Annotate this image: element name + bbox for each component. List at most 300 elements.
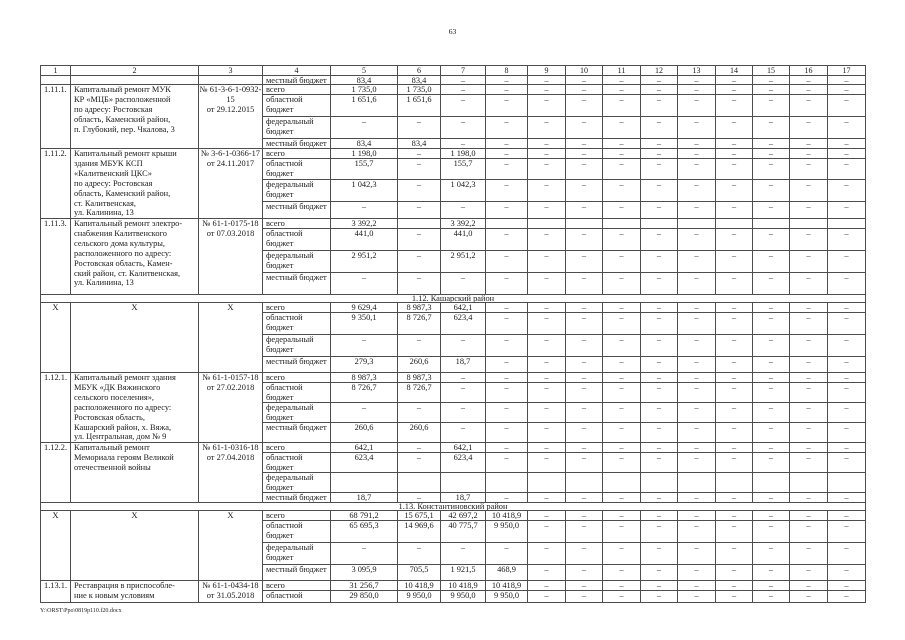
value-cell: – [440,201,486,219]
value-cell: – [677,372,716,383]
value-cell: – [440,422,486,443]
value-cell: – [677,201,716,219]
value-cell: 8 726,7 [397,382,441,403]
value-cell: – [789,452,828,473]
item-name: Капитальный ремонт здания МБУК «ДК Вяжинского сельского поселения», расположенного по адресу: Ростовская область, Кашарский район, х. Вяжа, ул. Центральная, дом № 9 [70,372,199,443]
value-cell [527,472,566,493]
budget-label: областной бюджет [262,312,331,335]
value-cell: – [485,402,528,423]
value-cell: – [565,158,603,180]
value-cell: – [752,158,790,180]
value-cell: – [640,228,678,251]
value-cell: – [440,334,486,357]
value-cell: – [715,580,753,591]
value-cell: – [715,372,753,383]
page-number: 63 [448,27,457,36]
value-cell: – [485,356,528,373]
value-cell: – [527,356,566,373]
budget-label: местный бюджет [262,422,331,443]
value-cell: – [527,158,566,180]
value-cell: 42 697,2 [440,510,486,521]
value-cell: – [527,542,566,565]
value-cell: – [827,590,866,603]
value-cell: – [677,590,716,603]
value-cell: – [677,148,716,159]
value-cell: – [715,312,753,335]
value-cell: – [527,334,566,357]
value-cell: 40 775,7 [440,520,486,543]
value-cell: – [485,492,528,503]
value-cell: – [827,148,866,159]
value-cell: – [752,138,790,149]
value-cell: – [640,452,678,473]
value-cell: 441,0 [440,228,486,251]
value-cell: – [677,580,716,591]
value-cell: – [789,542,828,565]
value-cell: – [677,356,716,373]
value-cell: – [565,564,603,581]
value-cell: – [789,422,828,443]
value-cell: – [485,542,528,565]
value-cell: – [827,312,866,335]
value-cell: 1 042,3 [330,179,398,202]
value-cell: 3 095,9 [330,564,398,581]
value-cell: – [440,138,486,149]
value-cell: – [602,250,641,273]
value-cell: – [527,422,566,443]
value-cell: – [677,334,716,357]
budget-label: всего [262,302,331,313]
value-cell [602,472,641,493]
value-cell: 1 735,0 [397,84,441,95]
value-cell [485,472,528,493]
value-cell: – [789,138,828,149]
value-cell: – [565,228,603,251]
value-cell: – [789,356,828,373]
budget-label: всего [262,442,331,453]
value-cell: – [827,272,866,295]
value-cell: – [827,510,866,521]
value-cell: – [677,564,716,581]
value-cell [330,472,398,493]
value-cell: – [789,179,828,202]
value-cell: – [715,201,753,219]
value-cell: – [330,201,398,219]
value-cell: 9 950,0 [397,590,441,603]
value-cell: – [602,590,641,603]
budget-label: федеральный бюджет [262,542,331,565]
value-cell: – [565,334,603,357]
value-cell: 83,4 [397,138,441,149]
value-cell: – [715,272,753,295]
item-name: Капитальный ремонт Мемориала героям Великой отечественной войны [70,442,199,503]
budget-label: областной бюджет [262,382,331,403]
value-cell: – [565,312,603,335]
value-cell: – [640,382,678,403]
value-cell [789,472,828,493]
value-cell: – [640,590,678,603]
value-cell: – [789,590,828,603]
value-cell: – [440,542,486,565]
value-cell: – [827,492,866,503]
value-cell: 441,0 [330,228,398,251]
value-cell: – [485,148,528,159]
cross-mark: X [70,302,199,373]
value-cell: 18,7 [440,356,486,373]
value-cell: – [715,510,753,521]
value-cell: – [677,510,716,521]
value-cell: – [715,250,753,273]
value-cell: 1 198,0 [330,148,398,159]
value-cell: – [565,422,603,443]
value-cell: – [677,542,716,565]
value-cell: – [330,334,398,357]
value-cell: – [485,84,528,95]
value-cell: – [485,272,528,295]
value-cell: – [565,356,603,373]
value-cell: – [640,442,678,453]
value-cell: – [602,422,641,443]
value-cell: – [527,452,566,473]
item-name: Капитальный ремонт электро- снабжения Калитвенского сельского дома культуры, расположенного по адресу: Ростовская область, Камен- ский район, ст. Калитвенская, ул. Калинина, 13 [70,218,199,295]
value-cell: – [527,116,566,139]
value-cell: – [789,250,828,273]
value-cell: 1 651,6 [397,94,441,117]
value-cell: – [752,356,790,373]
value-cell: – [602,382,641,403]
value-cell: – [752,580,790,591]
value-cell: – [827,580,866,591]
value-cell: – [677,94,716,117]
value-cell: – [440,116,486,139]
value-cell: – [485,94,528,117]
value-cell: 279,3 [330,356,398,373]
value-cell: – [827,402,866,423]
value-cell: – [827,520,866,543]
value-cell: – [527,312,566,335]
value-cell: – [715,116,753,139]
value-cell: 642,1 [330,442,398,453]
budget-label: федеральный бюджет [262,116,331,139]
value-cell: 8 987,3 [397,372,441,383]
value-cell: – [715,94,753,117]
budget-label: местный бюджет [262,201,331,219]
value-cell: – [789,228,828,251]
value-cell: – [485,442,528,453]
value-cell: – [827,356,866,373]
value-cell: – [715,138,753,149]
value-cell: – [752,312,790,335]
column-number: 2 [70,65,199,76]
value-cell: – [677,382,716,403]
value-cell: – [527,402,566,423]
value-cell: – [640,75,678,85]
value-cell: – [640,334,678,357]
value-cell: – [485,179,528,202]
value-cell: – [677,442,716,453]
value-cell: 8 987,3 [397,302,441,313]
value-cell: – [485,75,528,85]
value-cell: – [715,382,753,403]
value-cell: – [789,84,828,95]
row-code: 1.12.1. [40,372,71,443]
budget-label: областной бюджет [262,158,331,180]
value-cell: – [565,402,603,423]
value-cell: – [527,372,566,383]
value-cell: – [789,492,828,503]
value-cell: 623,4 [330,452,398,473]
value-cell: 705,5 [397,564,441,581]
value-cell: – [602,75,641,85]
value-cell: – [640,158,678,180]
value-cell: 8 987,3 [330,372,398,383]
value-cell: – [565,520,603,543]
value-cell: – [827,179,866,202]
budget-label: областной бюджет [262,520,331,543]
value-cell [827,472,866,493]
value-cell: – [752,228,790,251]
value-cell: – [677,116,716,139]
value-cell: – [640,492,678,503]
section-title: 1.12. Кашарский район [40,294,866,303]
value-cell: – [640,201,678,219]
row-code: 1.11.1. [40,84,71,149]
value-cell: – [752,422,790,443]
value-cell: 8 726,7 [330,382,398,403]
value-cell [397,472,441,493]
value-cell: – [715,75,753,85]
item-name: Капитальный ремонт МУК КР «МЦБ» расположенной по адресу: Ростовская область, Каменский район, п. Глубокий, пер. Чкалова, 3 [70,84,199,149]
value-cell [677,472,716,493]
value-cell: 83,4 [330,138,398,149]
value-cell: – [527,228,566,251]
value-cell: – [715,442,753,453]
value-cell [752,472,790,493]
value-cell: – [789,372,828,383]
document-ref: № 61-1-0316-18 от 27.04.2018 [198,442,263,503]
column-number: 10 [565,65,603,76]
value-cell: – [485,228,528,251]
value-cell: – [330,272,398,295]
value-cell: – [789,382,828,403]
row-code: 1.11.3. [40,218,71,295]
section-title: 1.13. Константиновский район [40,502,866,511]
value-cell: – [677,228,716,251]
value-cell: – [789,564,828,581]
value-cell: 8 726,7 [397,312,441,335]
column-number: 3 [198,65,263,76]
budget-label: областной бюджет [262,228,331,251]
value-cell: – [602,334,641,357]
value-cell: – [565,201,603,219]
value-cell: – [527,250,566,273]
value-cell: – [602,302,641,313]
value-cell: – [485,382,528,403]
value-cell: 83,4 [397,75,441,85]
value-cell: – [440,272,486,295]
value-cell: – [397,148,441,159]
value-cell: – [827,138,866,149]
value-cell: – [752,75,790,85]
value-cell: – [789,116,828,139]
budget-label: всего [262,218,331,229]
footer-path: Y:\ORST\Ppo\0819p110.f20.docx [40,608,122,614]
value-cell: – [715,179,753,202]
value-cell: 155,7 [440,158,486,180]
value-cell: 468,9 [485,564,528,581]
value-cell [565,472,603,493]
row-code: 1.12.2. [40,442,71,503]
value-cell: – [752,272,790,295]
value-cell: – [565,84,603,95]
value-cell: – [602,452,641,473]
budget-label: всего [262,580,331,591]
value-cell: 29 850,0 [330,590,398,603]
value-cell: – [677,138,716,149]
value-cell: – [602,312,641,335]
value-cell: – [827,94,866,117]
value-cell: – [602,492,641,503]
value-cell: – [527,179,566,202]
cross-mark: X [198,510,263,581]
value-cell: – [752,542,790,565]
value-cell: 260,6 [397,422,441,443]
value-cell: – [640,402,678,423]
document-ref: № 61-1-0157-18 от 27.02.2018 [198,372,263,443]
value-cell: – [752,179,790,202]
value-cell: – [789,334,828,357]
value-cell [640,472,678,493]
value-cell: – [715,590,753,603]
value-cell: – [752,84,790,95]
value-cell: – [640,542,678,565]
budget-label: местный бюджет [262,75,331,85]
value-cell: 642,1 [440,302,486,313]
budget-label: федеральный бюджет [262,179,331,202]
value-cell: – [397,542,441,565]
value-cell: – [789,402,828,423]
budget-label: всего [262,372,331,383]
value-cell: 1 042,3 [440,179,486,202]
column-number: 11 [602,65,641,76]
value-cell: 18,7 [440,492,486,503]
value-cell: – [565,94,603,117]
value-cell: – [715,302,753,313]
budget-label: всего [262,84,331,95]
value-cell: – [677,312,716,335]
value-cell: 2 951,2 [330,250,398,273]
value-cell: – [527,580,566,591]
value-cell: – [715,148,753,159]
value-cell: – [715,492,753,503]
value-cell: – [397,334,441,357]
value-cell: – [752,590,790,603]
value-cell: – [602,94,641,117]
value-cell: – [602,372,641,383]
value-cell: – [602,402,641,423]
value-cell: – [789,75,828,85]
value-cell: – [440,75,486,85]
value-cell: – [789,580,828,591]
value-cell: – [752,250,790,273]
value-cell: – [440,382,486,403]
value-cell: – [752,372,790,383]
value-cell: – [565,452,603,473]
value-cell: – [602,116,641,139]
value-cell: – [485,201,528,219]
column-number: 15 [752,65,790,76]
value-cell: – [715,520,753,543]
value-cell: – [602,201,641,219]
value-cell: – [397,492,441,503]
value-cell: – [827,564,866,581]
value-cell: – [827,158,866,180]
value-cell: – [640,138,678,149]
value-cell: – [789,312,828,335]
value-cell: – [565,272,603,295]
value-cell: – [752,201,790,219]
value-cell: – [789,510,828,521]
document-ref: № 3-6-1-0366-17 от 24.11.2017 [198,148,263,219]
value-cell: 1 198,0 [440,148,486,159]
value-cell: – [640,302,678,313]
value-cell: 65 695,3 [330,520,398,543]
value-cell: – [485,116,528,139]
value-cell: 14 969,6 [397,520,441,543]
budget-label: местный бюджет [262,272,331,295]
value-cell: – [527,84,566,95]
value-cell: 1 921,5 [440,564,486,581]
value-cell: – [565,590,603,603]
value-cell: – [527,520,566,543]
value-cell: – [640,564,678,581]
value-cell: – [827,372,866,383]
value-cell: – [527,75,566,85]
budget-label: областной бюджет [262,94,331,117]
value-cell: – [602,564,641,581]
value-cell: – [397,116,441,139]
value-cell: – [677,492,716,503]
value-cell: 260,6 [330,422,398,443]
value-cell: – [565,148,603,159]
value-cell: – [715,84,753,95]
value-cell: – [397,201,441,219]
column-number: 12 [640,65,678,76]
budget-label: областной бюджет [262,452,331,473]
value-cell: – [677,302,716,313]
value-cell: 155,7 [330,158,398,180]
value-cell: 31 256,7 [330,580,398,591]
value-cell: – [397,272,441,295]
value-cell: – [677,272,716,295]
value-cell: – [440,402,486,423]
budget-label: федеральный бюджет [262,472,331,493]
value-cell: – [527,94,566,117]
value-cell: – [752,116,790,139]
value-cell: – [789,442,828,453]
budget-label: федеральный бюджет [262,402,331,423]
value-cell: – [827,452,866,473]
value-cell: – [752,510,790,521]
value-cell: – [485,302,528,313]
value-cell: – [827,422,866,443]
value-cell: 3 392,2 [330,218,398,229]
value-cell: – [640,422,678,443]
value-cell: – [565,580,603,591]
column-number: 4 [262,65,331,76]
value-cell: – [485,250,528,273]
value-cell: 9 629,4 [330,302,398,313]
